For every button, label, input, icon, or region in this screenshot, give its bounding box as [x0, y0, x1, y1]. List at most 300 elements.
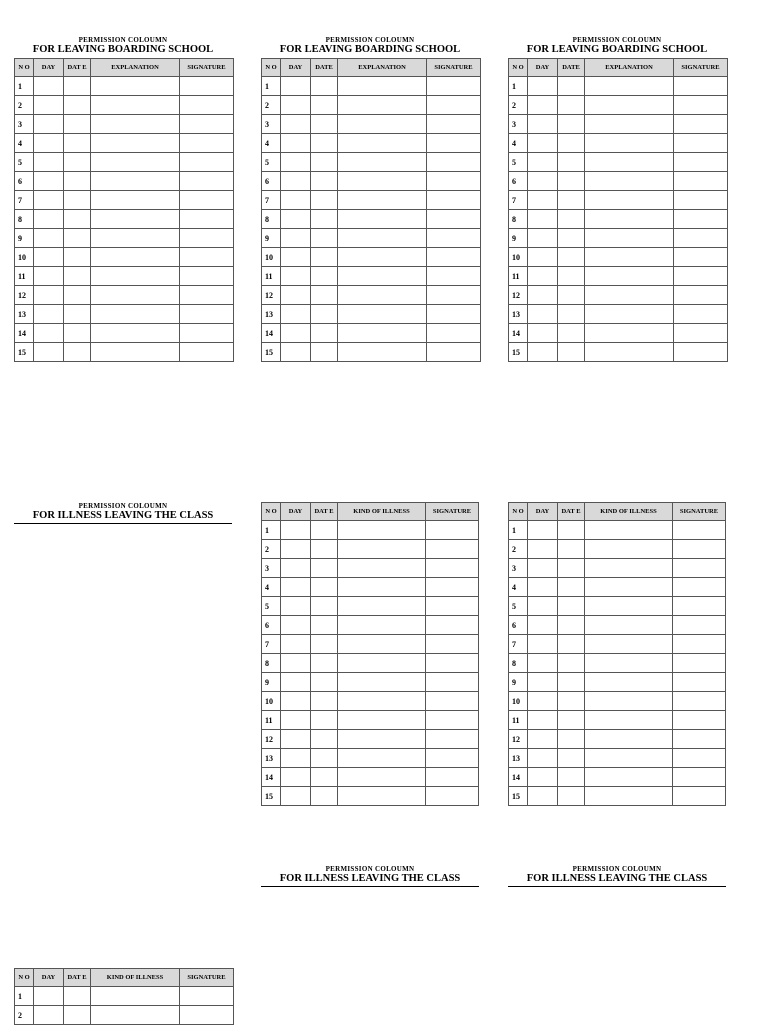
- row-number: 10: [262, 248, 281, 267]
- blank-cell: [91, 153, 180, 172]
- blank-cell: [558, 153, 585, 172]
- blank-cell: [338, 248, 427, 267]
- row-number: 2: [262, 96, 281, 115]
- blank-cell: [528, 77, 558, 96]
- blank-cell: [338, 267, 427, 286]
- blank-cell: [528, 768, 558, 787]
- blank-cell: [427, 153, 481, 172]
- blank-cell: [311, 248, 338, 267]
- table-row: [509, 305, 728, 324]
- blank-cell: [64, 153, 91, 172]
- column-header: EXPLANATION: [91, 59, 180, 77]
- blank-cell: [338, 711, 426, 730]
- blank-cell: [64, 229, 91, 248]
- form-title: FOR LEAVING BOARDING SCHOOL: [279, 44, 461, 55]
- blank-cell: [427, 324, 481, 343]
- blank-cell: [673, 597, 726, 616]
- blank-cell: [585, 540, 673, 559]
- blank-cell: [427, 172, 481, 191]
- blank-cell: [673, 559, 726, 578]
- row-number: 2: [509, 96, 528, 115]
- blank-cell: [426, 654, 479, 673]
- blank-cell: [281, 692, 311, 711]
- table-row: [262, 134, 481, 153]
- blank-cell: [585, 229, 674, 248]
- blank-cell: [338, 134, 427, 153]
- table-row: [509, 267, 728, 286]
- blank-cell: [674, 286, 728, 305]
- column-header: DAY: [281, 503, 311, 521]
- blank-cell: [528, 134, 558, 153]
- blank-cell: [528, 324, 558, 343]
- table-row: [15, 115, 234, 134]
- blank-cell: [673, 692, 726, 711]
- table-row: [509, 749, 726, 768]
- blank-cell: [34, 343, 64, 362]
- blank-cell: [64, 324, 91, 343]
- blank-cell: [558, 540, 585, 559]
- table-row: [15, 343, 234, 362]
- table-row: [262, 711, 479, 730]
- blank-cell: [338, 730, 426, 749]
- blank-cell: [311, 172, 338, 191]
- blank-cell: [34, 324, 64, 343]
- row-number: 2: [509, 540, 528, 559]
- blank-cell: [585, 77, 674, 96]
- header-row: [15, 969, 234, 987]
- blank-cell: [91, 305, 180, 324]
- blank-cell: [338, 286, 427, 305]
- blank-cell: [338, 305, 427, 324]
- blank-cell: [180, 96, 234, 115]
- blank-cell: [674, 229, 728, 248]
- blank-cell: [281, 749, 311, 768]
- illness-heading-3: [508, 865, 726, 887]
- blank-cell: [91, 324, 180, 343]
- blank-cell: [281, 768, 311, 787]
- table-row: [509, 711, 726, 730]
- row-number: 11: [262, 711, 281, 730]
- blank-cell: [528, 248, 558, 267]
- blank-cell: [281, 115, 311, 134]
- blank-cell: [311, 787, 338, 806]
- blank-cell: [585, 172, 674, 191]
- table-row: [509, 324, 728, 343]
- blank-cell: [91, 286, 180, 305]
- column-header: EXPLANATION: [338, 59, 427, 77]
- blank-cell: [311, 286, 338, 305]
- column-header: DATE: [311, 59, 338, 77]
- table-row: [509, 559, 726, 578]
- row-number: 8: [262, 654, 281, 673]
- column-header: DAT E: [558, 503, 585, 521]
- blank-cell: [311, 77, 338, 96]
- table-row: [262, 673, 479, 692]
- row-number: 1: [15, 987, 34, 1006]
- blank-cell: [338, 210, 427, 229]
- blank-cell: [427, 77, 481, 96]
- row-number: 12: [262, 286, 281, 305]
- blank-cell: [311, 749, 338, 768]
- blank-cell: [64, 191, 91, 210]
- blank-cell: [34, 134, 64, 153]
- blank-cell: [528, 749, 558, 768]
- blank-cell: [426, 730, 479, 749]
- row-number: 1: [509, 521, 528, 540]
- blank-cell: [585, 96, 674, 115]
- blank-cell: [528, 286, 558, 305]
- blank-cell: [91, 1006, 180, 1025]
- table-row: [15, 96, 234, 115]
- blank-cell: [528, 673, 558, 692]
- blank-cell: [528, 635, 558, 654]
- table-row: [262, 115, 481, 134]
- blank-cell: [311, 521, 338, 540]
- row-number: 1: [262, 77, 281, 96]
- row-number: 5: [509, 153, 528, 172]
- table-row: [15, 210, 234, 229]
- blank-cell: [281, 229, 311, 248]
- blank-cell: [528, 305, 558, 324]
- table-row: [15, 305, 234, 324]
- permission-subtitle: PERMISSION COLOUMN: [572, 865, 662, 873]
- table-row: [509, 248, 728, 267]
- table-row: [15, 248, 234, 267]
- blank-cell: [674, 153, 728, 172]
- blank-cell: [34, 191, 64, 210]
- blank-cell: [311, 635, 338, 654]
- row-number: 2: [262, 540, 281, 559]
- blank-cell: [558, 77, 585, 96]
- blank-cell: [558, 578, 585, 597]
- column-header: SIGNATURE: [180, 969, 234, 987]
- blank-cell: [338, 578, 426, 597]
- blank-cell: [338, 153, 427, 172]
- blank-cell: [558, 286, 585, 305]
- blank-cell: [427, 305, 481, 324]
- table-row: [262, 787, 479, 806]
- table-row: [15, 286, 234, 305]
- illness-heading-2: [261, 865, 479, 887]
- blank-cell: [528, 343, 558, 362]
- table-row: [509, 521, 726, 540]
- column-header: N O: [262, 503, 281, 521]
- header-row: [262, 59, 481, 77]
- boarding-permission-table-1: [14, 58, 234, 362]
- table-row: [15, 153, 234, 172]
- blank-cell: [674, 305, 728, 324]
- table-row: [262, 305, 481, 324]
- blank-cell: [585, 286, 674, 305]
- blank-cell: [311, 673, 338, 692]
- column-header: DAY: [34, 59, 64, 77]
- blank-cell: [180, 210, 234, 229]
- row-number: 15: [262, 787, 281, 806]
- blank-cell: [34, 96, 64, 115]
- row-number: 3: [15, 115, 34, 134]
- blank-cell: [528, 578, 558, 597]
- column-header: KIND OF ILLNESS: [585, 503, 673, 521]
- blank-cell: [426, 749, 479, 768]
- blank-cell: [558, 711, 585, 730]
- blank-cell: [338, 229, 427, 248]
- blank-cell: [528, 229, 558, 248]
- row-number: 4: [509, 578, 528, 597]
- blank-cell: [673, 768, 726, 787]
- table-row: [15, 1006, 234, 1025]
- blank-cell: [338, 521, 426, 540]
- blank-cell: [64, 267, 91, 286]
- column-header: DATE: [558, 59, 585, 77]
- table-row: [15, 229, 234, 248]
- row-number: 9: [262, 673, 281, 692]
- blank-cell: [673, 616, 726, 635]
- blank-cell: [585, 578, 673, 597]
- blank-cell: [281, 616, 311, 635]
- blank-cell: [64, 1006, 91, 1025]
- blank-cell: [674, 210, 728, 229]
- blank-cell: [427, 210, 481, 229]
- blank-cell: [281, 267, 311, 286]
- blank-cell: [585, 267, 674, 286]
- row-number: 6: [15, 172, 34, 191]
- row-number: 11: [15, 267, 34, 286]
- blank-cell: [528, 96, 558, 115]
- blank-cell: [180, 191, 234, 210]
- blank-cell: [558, 210, 585, 229]
- blank-cell: [180, 267, 234, 286]
- blank-cell: [426, 673, 479, 692]
- blank-cell: [180, 305, 234, 324]
- blank-cell: [585, 635, 673, 654]
- blank-cell: [558, 559, 585, 578]
- blank-cell: [585, 134, 674, 153]
- blank-cell: [558, 654, 585, 673]
- blank-cell: [585, 673, 673, 692]
- table-row: [509, 654, 726, 673]
- blank-cell: [91, 229, 180, 248]
- blank-cell: [34, 153, 64, 172]
- blank-cell: [673, 578, 726, 597]
- blank-cell: [427, 286, 481, 305]
- row-number: 3: [509, 115, 528, 134]
- blank-cell: [281, 635, 311, 654]
- blank-cell: [311, 229, 338, 248]
- illness-permission-table-2: [508, 502, 726, 806]
- blank-cell: [91, 115, 180, 134]
- blank-cell: [674, 343, 728, 362]
- blank-cell: [585, 654, 673, 673]
- blank-cell: [585, 153, 674, 172]
- blank-cell: [674, 191, 728, 210]
- column-header: SIGNATURE: [673, 503, 726, 521]
- blank-cell: [585, 768, 673, 787]
- blank-cell: [528, 540, 558, 559]
- blank-cell: [281, 286, 311, 305]
- table-row: [509, 229, 728, 248]
- header-row: [262, 503, 479, 521]
- row-number: 4: [15, 134, 34, 153]
- blank-cell: [585, 597, 673, 616]
- blank-cell: [558, 730, 585, 749]
- table-row: [509, 673, 726, 692]
- blank-cell: [338, 343, 427, 362]
- row-number: 10: [509, 692, 528, 711]
- blank-cell: [528, 597, 558, 616]
- column-header: DAY: [281, 59, 311, 77]
- blank-cell: [585, 787, 673, 806]
- row-number: 7: [509, 635, 528, 654]
- illness-permission-table-3: [14, 968, 234, 1025]
- blank-cell: [311, 343, 338, 362]
- table-row: [262, 730, 479, 749]
- row-number: 13: [262, 305, 281, 324]
- table-row: [509, 134, 728, 153]
- blank-cell: [558, 616, 585, 635]
- blank-cell: [311, 153, 338, 172]
- row-number: 12: [262, 730, 281, 749]
- row-number: 4: [509, 134, 528, 153]
- blank-cell: [180, 324, 234, 343]
- blank-cell: [427, 115, 481, 134]
- blank-cell: [585, 616, 673, 635]
- column-header: KIND OF ILLNESS: [338, 503, 426, 521]
- blank-cell: [673, 730, 726, 749]
- header-row: [15, 59, 234, 77]
- blank-cell: [338, 96, 427, 115]
- table-row: [15, 987, 234, 1006]
- blank-cell: [674, 324, 728, 343]
- blank-cell: [585, 711, 673, 730]
- blank-cell: [281, 134, 311, 153]
- table-row: [509, 540, 726, 559]
- table-row: [262, 153, 481, 172]
- row-number: 13: [262, 749, 281, 768]
- blank-cell: [338, 597, 426, 616]
- blank-cell: [180, 115, 234, 134]
- blank-cell: [311, 730, 338, 749]
- blank-cell: [558, 191, 585, 210]
- blank-cell: [338, 324, 427, 343]
- row-number: 1: [15, 77, 34, 96]
- permission-subtitle: PERMISSION COLOUMN: [572, 36, 662, 44]
- blank-cell: [528, 267, 558, 286]
- blank-cell: [673, 711, 726, 730]
- form-title: FOR ILLNESS LEAVING THE CLASS: [14, 510, 232, 524]
- row-number: 12: [15, 286, 34, 305]
- permission-subtitle: PERMISSION COLOUMN: [325, 865, 415, 873]
- blank-cell: [338, 768, 426, 787]
- blank-cell: [64, 343, 91, 362]
- blank-cell: [34, 229, 64, 248]
- table-row: [262, 210, 481, 229]
- table-row: [262, 578, 479, 597]
- blank-cell: [427, 229, 481, 248]
- blank-cell: [338, 540, 426, 559]
- blank-cell: [281, 305, 311, 324]
- table-row: [15, 191, 234, 210]
- row-number: 12: [509, 286, 528, 305]
- blank-cell: [674, 172, 728, 191]
- blank-cell: [34, 210, 64, 229]
- row-number: 5: [262, 597, 281, 616]
- table-row: [509, 77, 728, 96]
- blank-cell: [281, 654, 311, 673]
- blank-cell: [64, 987, 91, 1006]
- blank-cell: [673, 654, 726, 673]
- column-header: SIGNATURE: [427, 59, 481, 77]
- blank-cell: [558, 248, 585, 267]
- row-number: 12: [509, 730, 528, 749]
- blank-cell: [674, 96, 728, 115]
- row-number: 5: [509, 597, 528, 616]
- blank-cell: [281, 787, 311, 806]
- table-row: [262, 768, 479, 787]
- blank-cell: [281, 96, 311, 115]
- blank-cell: [64, 96, 91, 115]
- blank-cell: [427, 191, 481, 210]
- blank-cell: [311, 692, 338, 711]
- boarding-permission-table-2: [261, 58, 481, 362]
- table-row: [509, 768, 726, 787]
- row-number: 14: [262, 324, 281, 343]
- row-number: 10: [15, 248, 34, 267]
- header-row: [509, 59, 728, 77]
- blank-cell: [281, 673, 311, 692]
- form-title: FOR ILLNESS LEAVING THE CLASS: [261, 873, 479, 887]
- blank-cell: [528, 115, 558, 134]
- blank-cell: [585, 324, 674, 343]
- blank-cell: [338, 635, 426, 654]
- table-row: [262, 540, 479, 559]
- blank-cell: [426, 692, 479, 711]
- table-row: [509, 210, 728, 229]
- blank-cell: [180, 172, 234, 191]
- blank-cell: [558, 673, 585, 692]
- permission-subtitle: PERMISSION COLOUMN: [78, 502, 168, 510]
- blank-cell: [585, 559, 673, 578]
- blank-cell: [585, 692, 673, 711]
- blank-cell: [528, 559, 558, 578]
- boarding-heading-3: [508, 36, 726, 57]
- form-title: FOR LEAVING BOARDING SCHOOL: [526, 44, 708, 55]
- blank-cell: [528, 711, 558, 730]
- table-row: [509, 96, 728, 115]
- blank-cell: [338, 692, 426, 711]
- table-row: [262, 96, 481, 115]
- blank-cell: [311, 654, 338, 673]
- blank-cell: [281, 210, 311, 229]
- blank-cell: [673, 540, 726, 559]
- table-row: [15, 134, 234, 153]
- blank-cell: [338, 787, 426, 806]
- blank-cell: [338, 673, 426, 692]
- blank-cell: [91, 267, 180, 286]
- row-number: 6: [509, 172, 528, 191]
- blank-cell: [180, 248, 234, 267]
- blank-cell: [34, 305, 64, 324]
- row-number: 11: [509, 711, 528, 730]
- table-row: [15, 77, 234, 96]
- blank-cell: [558, 343, 585, 362]
- permission-subtitle: PERMISSION COLOUMN: [325, 36, 415, 44]
- row-number: 3: [262, 559, 281, 578]
- table-row: [509, 597, 726, 616]
- row-number: 8: [15, 210, 34, 229]
- illness-permission-table-1: [261, 502, 479, 806]
- table-row: [262, 597, 479, 616]
- table-row: [509, 730, 726, 749]
